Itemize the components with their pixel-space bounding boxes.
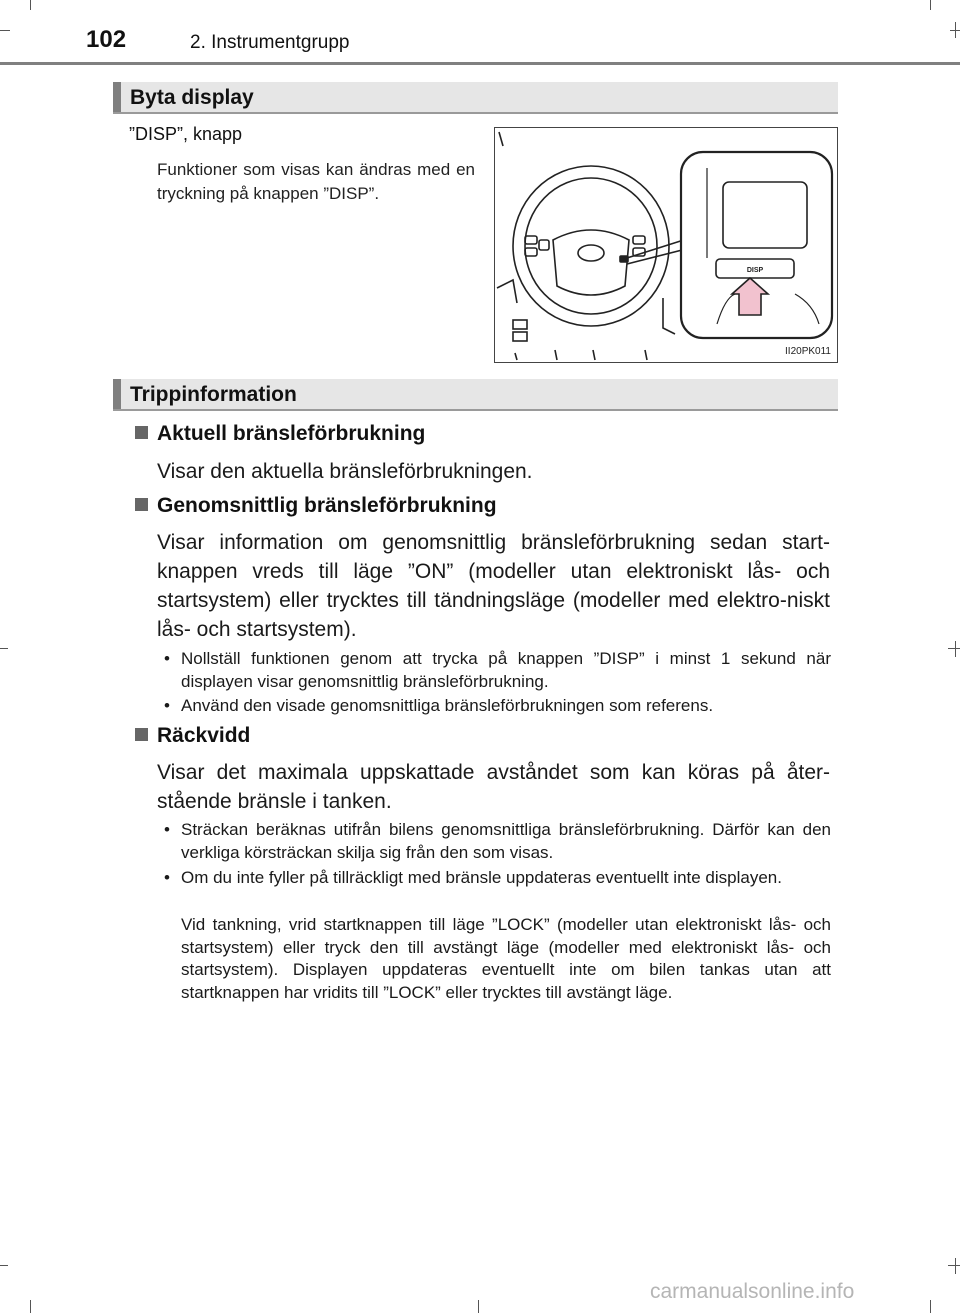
item-body: Visar information om genomsnittlig bränsleförbrukning sedan start-knappen vreds till läge ”ON” (modeller utan elektroniskt lås- och startsystem) eller trycktes till tändningsläge (modeller med elektro-niskt lås- och startsystem). <box>157 531 830 641</box>
item-heading <box>135 422 425 446</box>
bullet-item <box>164 819 831 864</box>
square-bullet-icon <box>135 498 148 511</box>
steering-wheel-illustration <box>494 127 838 363</box>
page-number: 102 <box>86 26 127 53</box>
bullet-text: Sträckan beräknas utifrån bilens genomsnittliga bränsleförbrukning. Därför kan den verkliga körsträckan skilja sig från den som visas. <box>181 820 831 862</box>
bullet-item <box>164 867 831 890</box>
crop-mark <box>948 648 960 649</box>
steering-wheel-drawing <box>495 128 837 362</box>
bullet-text: Nollställ funktionen genom att trycka på knappen ”DISP” i minst 1 sekund när displayen visar genomsnittlig bränsleförbrukning. <box>181 649 831 691</box>
item-heading-text: Räckvidd <box>157 724 251 747</box>
bullet-dot-icon: • <box>164 868 170 887</box>
crop-mark <box>955 641 956 657</box>
item-heading-text: Aktuell bränsleförbrukning <box>157 422 426 445</box>
bullet-text: Använd den visade genomsnittliga bränsleförbrukningen som referens. <box>181 696 714 715</box>
crop-mark <box>948 1265 960 1266</box>
bullet-item <box>164 648 831 693</box>
chapter-title: 2. Instrumentgrupp <box>190 32 350 53</box>
section-title: Trippinformation <box>130 383 297 406</box>
section-title: Byta display <box>130 86 254 109</box>
section-accent <box>113 379 121 409</box>
item-body: Visar det maximala uppskattade avståndet som kan köras på åter-stående bränsle i tanken. <box>157 761 830 813</box>
crop-mark <box>478 1300 479 1313</box>
crop-mark <box>930 0 931 10</box>
illustration-code: II20PK011 <box>785 346 831 357</box>
bullet-dot-icon: • <box>164 649 170 668</box>
bullet-text: Om du inte fyller på tillräckligt med bränsle uppdateras eventuellt inte displayen. <box>181 868 782 887</box>
crop-mark <box>30 0 31 10</box>
callout-label: ”DISP”, knapp <box>129 124 243 144</box>
crop-mark <box>0 648 8 649</box>
section-bar-trippinformation <box>113 379 838 411</box>
crop-mark <box>0 1265 8 1266</box>
section-accent <box>113 82 121 112</box>
item-body: Visar den aktuella bränsleförbrukningen. <box>157 460 533 483</box>
crop-mark <box>30 1300 31 1313</box>
crop-mark <box>930 1300 931 1313</box>
bullet-item <box>164 695 831 718</box>
square-bullet-icon <box>135 426 148 439</box>
item-heading-text: Genomsnittlig bränsleförbrukning <box>157 494 497 517</box>
callout-description: Funktioner som visas kan ändras med en tryckning på knappen ”DISP”. <box>157 160 475 203</box>
watermark: carmanualsonline.info <box>650 1280 855 1303</box>
bullet-continuation <box>164 914 831 1004</box>
bullet-dot-icon: • <box>164 820 170 839</box>
bullet-dot-icon: • <box>164 696 170 715</box>
disp-button-label: DISP <box>746 267 764 274</box>
header-rule <box>0 62 960 65</box>
section-bar-byta-display <box>113 82 838 114</box>
item-heading <box>135 724 250 748</box>
crop-mark <box>955 1258 956 1274</box>
square-bullet-icon <box>135 728 148 741</box>
item-heading <box>135 494 497 518</box>
page-header <box>0 20 960 66</box>
bullet-text: Vid tankning, vrid startknappen till läge ”LOCK” (modeller utan elektroniskt lås- och startsystem) eller tryck den till avstängt läge (modeller med elektroniskt lås- och startsystem). Displayen uppdateras eventuellt inte om bilen tankas utan att startknappen har vridits till ”LOCK” eller trycktes till avstängt läge. <box>181 915 831 1002</box>
